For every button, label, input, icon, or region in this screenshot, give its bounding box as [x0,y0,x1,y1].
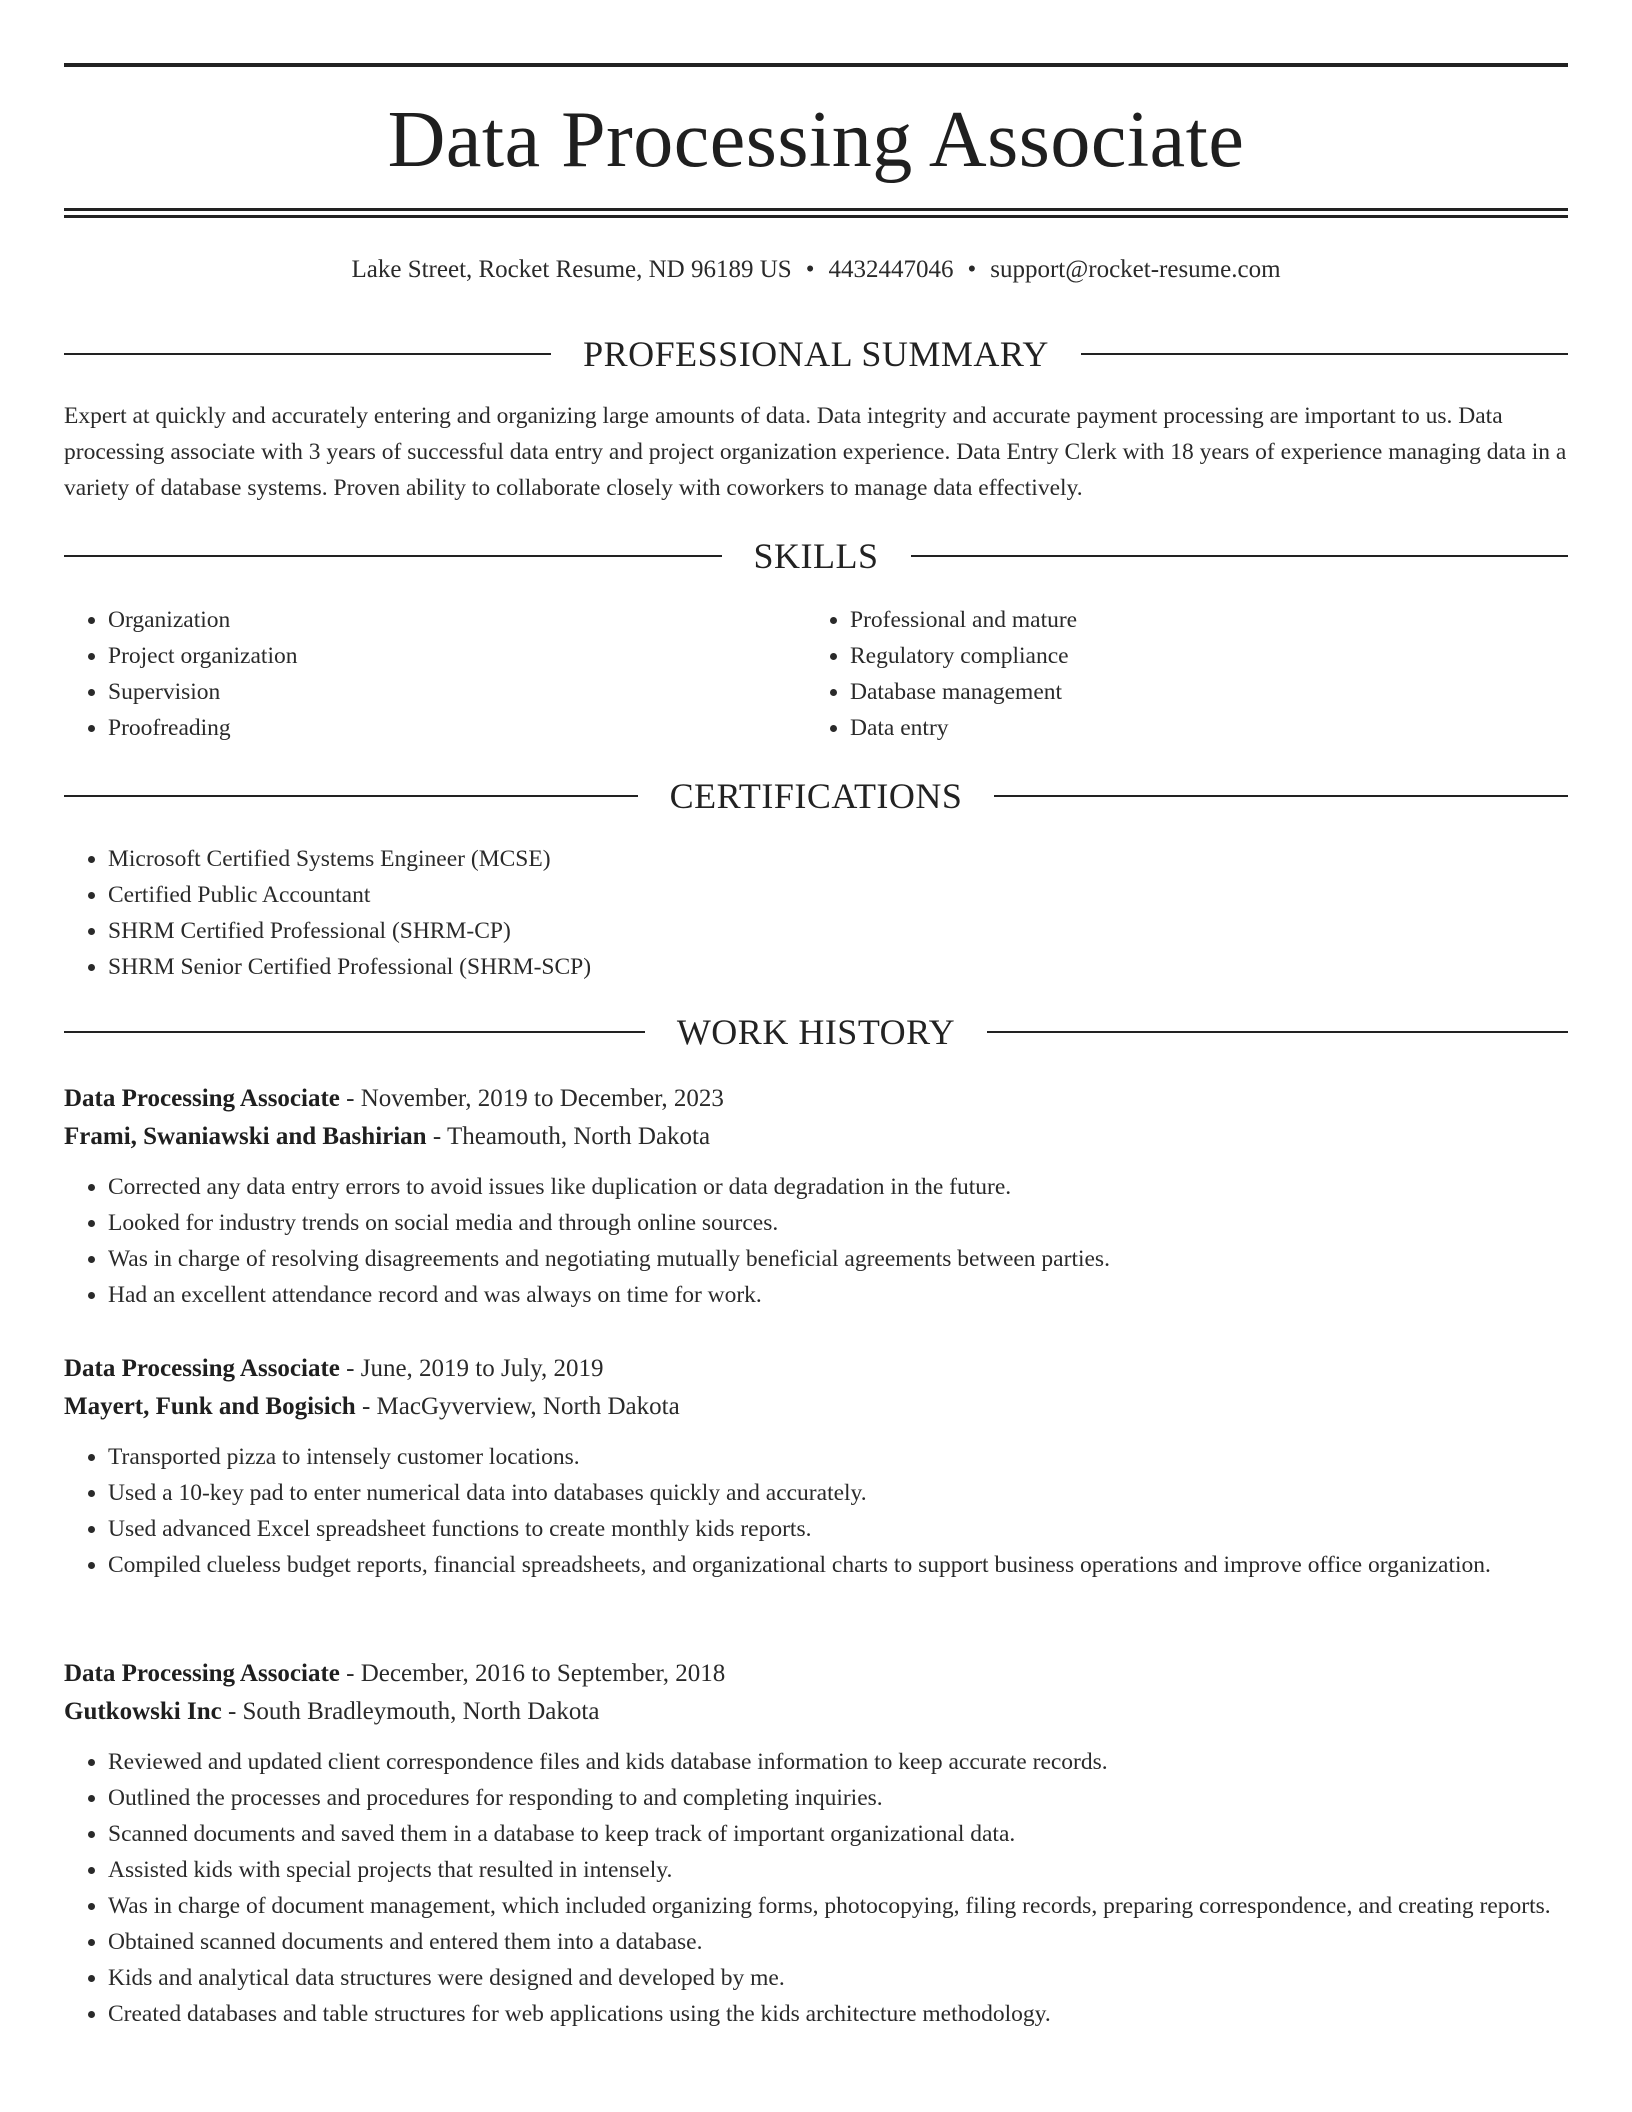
top-rule [64,63,1568,67]
job-entry [64,1655,1568,2032]
job-company: Mayert, Funk and Bogisich [64,1393,356,1420]
job-dates: - December, 2016 to September, 2018 [339,1660,726,1687]
job-title: Data Processing Associate [64,1355,340,1382]
page-title: Data Processing Associate [387,96,1245,184]
contact-email: support@rocket-resume.com [990,256,1281,283]
certifications-heading-label: CERTIFICATIONS [669,776,963,816]
contact-separator: • [967,256,977,283]
skills-heading-label: SKILLS [753,536,879,576]
heading-rule-left [64,555,722,557]
job-bullet-item: • Kids and analytical data structures were designed and developed by me. [108,1960,1568,1996]
job-bullet-item: • Reviewed and updated client correspondence files and kids database information to keep accurate records. [108,1744,1568,1780]
certification-item: • SHRM Senior Certified Professional (SHRM-SCP) [108,949,1568,985]
skills-heading [64,534,1568,578]
job-dates: - June, 2019 to July, 2019 [339,1355,604,1382]
heading-rule-left [64,353,551,355]
job-bullet-item: • Used advanced Excel spreadsheet functions to create monthly kids reports. [108,1511,1568,1547]
summary-text: Expert at quickly and accurately entering and organizing large amounts of data. Data integrity and accurate payment processing are important to us. Data processing associate with 3 years of successful data entry and project organization experience. Data Entry Clerk with 18 years of experience managing data in a variety of database systems. Proven ability to collaborate closely with coworkers to manage data effectively. [64,403,1567,501]
job-bullet-item: • Outlined the processes and procedures for responding to and completing inquiries. [108,1780,1568,1816]
job-bullet-item: • Looked for industry trends on social media and through online sources. [108,1205,1568,1241]
skills-column-right [806,602,1506,746]
skill-item: • Proofreading [108,710,764,746]
heading-rule-right [987,1031,1568,1033]
title-rule-upper [64,208,1568,211]
job-title: Data Processing Associate [64,1660,340,1687]
summary-heading [64,332,1568,376]
skill-item: • Project organization [108,638,764,674]
job-bullet-item: • Compiled clueless budget reports, financial spreadsheets, and organizational charts to support business operations and improve office organization. [108,1547,1568,1583]
contact-address: Lake Street, Rocket Resume, ND 96189 US [351,256,792,283]
job-entry [64,1080,1568,1313]
job-bullet-item: • Obtained scanned documents and entered them into a database. [108,1924,1568,1960]
job-bullet-item: • Was in charge of resolving disagreements and negotiating mutually beneficial agreements between parties. [108,1241,1568,1277]
contact-phone: 4432447046 [828,256,954,283]
job-bullet-item: • Transported pizza to intensely customer locations. [108,1439,1568,1475]
heading-rule-left [64,795,638,797]
certifications-list [64,841,1568,985]
job-company: Gutkowski Inc [64,1698,222,1725]
job-location: - Theamouth, North Dakota [426,1123,711,1150]
job-company: Frami, Swaniawski and Bashirian [64,1123,427,1150]
job-bullets [64,1744,1568,2032]
job-bullets [64,1439,1568,1583]
job-location: - South Bradleymouth, North Dakota [221,1698,600,1725]
skills-column-left [64,602,764,746]
certification-item: • Certified Public Accountant [108,877,1568,913]
skill-item: • Regulatory compliance [850,638,1506,674]
job-company-line [64,1388,1568,1426]
skill-item: • Organization [108,602,764,638]
certification-item: • SHRM Certified Professional (SHRM-CP) [108,913,1568,949]
job-bullet-item: • Corrected any data entry errors to avoid issues like duplication or data degradation in the future. [108,1169,1568,1205]
work-history-heading-label: WORK HISTORY [676,1012,956,1052]
skill-item: • Supervision [108,674,764,710]
heading-rule-right [994,795,1568,797]
certification-item: • Microsoft Certified Systems Engineer (MCSE) [108,841,1568,877]
job-company-line [64,1693,1568,1731]
job-bullet-item: • Scanned documents and saved them in a database to keep track of important organizational data. [108,1816,1568,1852]
job-bullet-item: • Was in charge of document management, which included organizing forms, photocopying, filing records, preparing correspondence, and creating reports. [108,1888,1568,1924]
skill-item: • Data entry [850,710,1506,746]
job-title: Data Processing Associate [64,1085,340,1112]
job-title-line [64,1655,1568,1693]
job-bullet-item: • Had an excellent attendance record and was always on time for work. [108,1277,1568,1313]
skills-list-right [806,602,1506,746]
heading-rule-right [1081,353,1568,355]
heading-rule-left [64,1031,645,1033]
skill-item: • Database management [850,674,1506,710]
job-bullet-item: • Used a 10-key pad to enter numerical data into databases quickly and accurately. [108,1475,1568,1511]
skills-list-left [64,602,764,746]
contact-line [64,252,1568,288]
heading-rule-right [911,555,1569,557]
work-history-heading [64,1010,1568,1054]
job-bullet-item: • Assisted kids with special projects that resulted in intensely. [108,1852,1568,1888]
job-company-line [64,1118,1568,1156]
job-title-line [64,1350,1568,1388]
job-entry [64,1350,1568,1583]
certifications-section [64,841,1568,985]
job-bullet-item: • Created databases and table structures for web applications using the kids architecture methodology. [108,1996,1568,2032]
summary-heading-label: PROFESSIONAL SUMMARY [583,334,1049,374]
job-bullets [64,1169,1568,1313]
certifications-heading [64,774,1568,818]
job-title-line [64,1080,1568,1118]
job-dates: - November, 2019 to December, 2023 [339,1085,724,1112]
contact-separator: • [805,256,815,283]
job-location: - MacGyverview, North Dakota [355,1393,680,1420]
skill-item: • Professional and mature [850,602,1506,638]
title-rule-lower [64,215,1568,218]
